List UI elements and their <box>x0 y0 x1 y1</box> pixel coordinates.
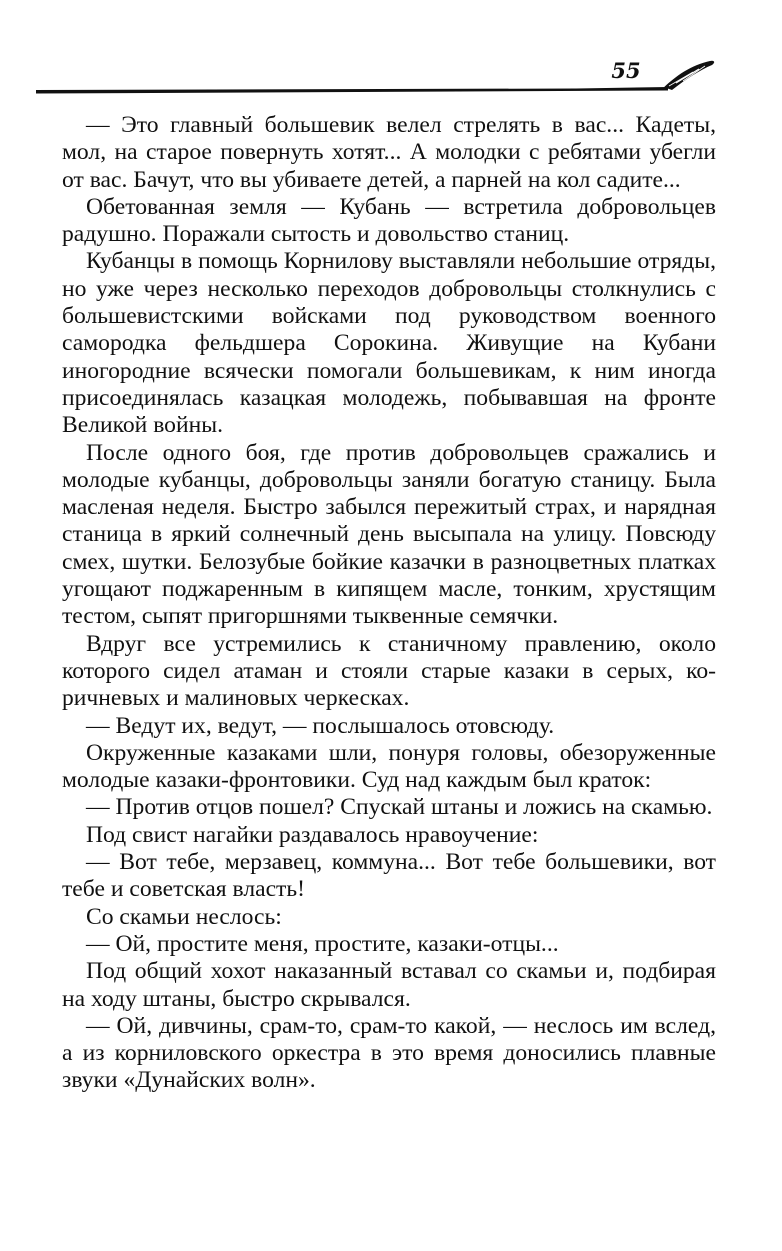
paragraph: Со скамьи неслось: <box>86 903 282 930</box>
paragraph: — Это главный большевик велел стрелять в вас... Кадеты, мол, на старое повернуть хотят... А молодки с ребятами убегли от вас. Бачут, что вы убиваете детей, а парней на кол садите... <box>62 112 716 193</box>
paragraph: — Вот тебе, мерзавец, коммуна... Вот тебе большевики, вот тебе и советская власть! <box>62 849 716 903</box>
page-number: 55 <box>611 58 641 83</box>
paragraph: Под свист нагайки раздавалось нравоучение: <box>86 821 539 848</box>
page-header <box>36 52 716 102</box>
paragraph: Вдруг все устремились к станичному правлению, около которого сидел атаман и стояли старые казаки в серых, коричневых и малиновых черкесках. <box>62 630 716 712</box>
paragraph: — Ведут их, ведут, — послышалось отовсюду. <box>86 712 555 739</box>
body-text <box>62 112 716 1095</box>
paragraph: Окруженные казаками шли, понуря головы, обезоруженные молодые казаки-фронтовики. Суд над каждым был краток: <box>62 739 716 794</box>
paragraph: — Ой, дивчины, срам-то, срам-то какой, — неслось им вслед, а из корниловского оркестра в это время доносились плавные звуки «Дунайских волн». <box>62 1012 716 1094</box>
paragraph: Кубанцы в помощь Корнилову выставляли небольшие отряды, но уже через несколько переходов добровольцы столкнулись с большевистскими войсками под руководством военного самородка фельдшера Сорокина. Живущие на Кубани иногородние всячески помогали большевикам, к ним иногда присоединялась казацкая молодежь, побывавшая на фронте Великой войны. <box>62 248 716 439</box>
paragraph: После одного боя, где против добровольцев сражались и молодые кубанцы, добровольцы заняли богатую станицу. Была масленая неделя. Быстро забылся пережитый страх, и нарядная станица в яркий солнечный день высыпала на улицу. Повсюду смех, шутки. Белозубые бойкие казачки в разноцветных платках угощают поджаренным в кипящем масле, тонким, хрустящим тестом, сыпят пригоршнями тыквенные семячки. <box>62 439 716 630</box>
paragraph: Под общий хохот наказанный вставал со скамьи и, подбирая на ходу штаны, быстро скрывался. <box>62 958 716 1012</box>
paragraph: Обетованная земля — Кубань — встретила добровольцев радушно. Поражали сытость и довольство станиц. <box>62 193 716 248</box>
paragraph: — Против отцов пошел? Спускай штаны и ложись на скамью. <box>86 794 713 821</box>
paragraph: — Ой, простите меня, простите, казаки-отцы... <box>86 930 559 957</box>
